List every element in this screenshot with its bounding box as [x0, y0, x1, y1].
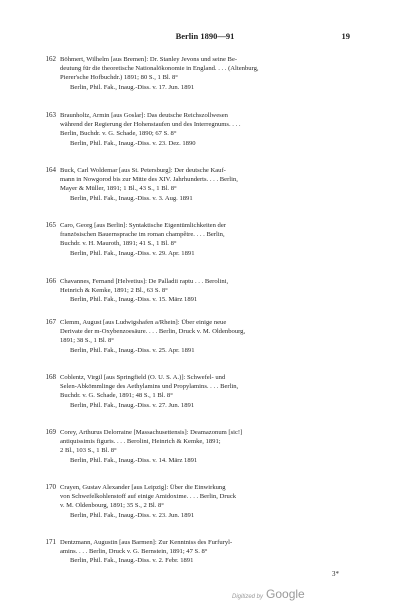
entry-text-line: deutung für die theoretische Nationalökonomie in England. . . . (Altenburg,: [60, 65, 259, 73]
entry-dissertation-note: Berlin, Phil. Fak., Inaug.-Diss. v. 29. Apr. 1891: [70, 249, 195, 257]
entry-text-line: Derivate der m-Oxybenzoesäure. . . . Berlin, Druck v. M. Oldenbourg,: [60, 328, 246, 336]
entry-text-line: französischen Bauernsprache im roman champêtre. . . . Berlin,: [60, 231, 225, 239]
running-title: Berlin 1890—91: [175, 31, 235, 41]
bibliography-entry: [45, 277, 350, 305]
entry-text-line: Dentzmann, Augustin [aus Barmen]: Zur Kenntniss des Furfuryl-: [60, 539, 233, 546]
entry-number: 169: [45, 428, 56, 436]
entry-text-line: Chavannes, Fernand [Helvetius]: De Palladii raptu . . . Berolini,: [60, 278, 229, 285]
bibliography-entry: [45, 166, 350, 203]
bibliography-entry: [45, 111, 350, 148]
entry-number: 163: [45, 111, 56, 119]
entry-dissertation-note: Berlin, Phil. Fak., Inaug.-Diss. v. 23. Dez. 1890: [70, 139, 196, 147]
entry-dissertation-note: Berlin, Phil. Fak., Inaug.-Diss. v. 27. Jun. 1891: [70, 401, 195, 409]
bibliography-entry: [45, 318, 350, 355]
entry-text-line: 1891; 38 S., 1 Bl. 8°: [60, 337, 114, 345]
entry-text-line: v. M. Oldenbourg, 1891; 35 S., 2 Bl. 8°: [60, 502, 164, 510]
entry-dissertation-note: Berlin, Phil. Fak., Inaug.-Diss. v. 3. Aug. 1891: [70, 194, 193, 202]
entry-text-line: Pierer'sche Hofbuchdr.) 1891; 80 S., 1 Bl. 8°: [60, 74, 178, 82]
bibliography-entry: [45, 428, 350, 465]
entry-number: 170: [45, 483, 56, 491]
entry-number: 164: [45, 166, 56, 174]
page-number: 19: [341, 31, 350, 41]
entry-text-line: Caro, Georg [aus Berlin]: Syntaktische Eigentümlichkeiten der: [60, 222, 226, 229]
entry-text-line: Heinrich & Kemke, 1891; 2 Bl., 63 S. 8°: [60, 287, 168, 295]
bibliography-entry: [45, 538, 350, 566]
bibliography-entry: [45, 55, 350, 92]
running-header: [60, 30, 350, 42]
entry-number: 167: [45, 318, 56, 326]
entry-text-line: Mayer & Müller, 1891; 1 Bl., 43 S., 1 Bl. 8°: [60, 185, 177, 193]
watermark-prefix: Digitized by: [232, 594, 264, 600]
entry-dissertation-note: Berlin, Phil. Fak., Inaug.-Diss. v. 15. März 1891: [70, 296, 198, 304]
entry-dissertation-note: Berlin, Phil. Fak., Inaug.-Diss. v. 23. Jun. 1891: [70, 511, 195, 519]
bibliography-entry: [45, 221, 350, 258]
entry-dissertation-note: Berlin, Phil. Fak., Inaug.-Diss. v. 2. Febr. 1891: [70, 557, 194, 565]
entry-text-line: 2 Bl., 103 S., 1 Bl. 8°: [60, 447, 117, 455]
signature-mark: 3*: [332, 570, 339, 578]
entry-text-line: Corey, Arthurus Delorraine [Massachusettensis]: Deamazonum [sic!]: [60, 429, 243, 436]
entry-text-line: antiquissimis figuris. . . . Berolini, Heinrich & Kemke, 1891;: [60, 438, 221, 446]
entry-text-line: Buchdr. v. H. Mauroth, 1891; 41 S., 1 Bl. 8°: [60, 240, 177, 248]
entry-text-line: mann in Nowgorod bis zur Mitte des XIV. Jahrhunderts. . . . Berlin,: [60, 176, 238, 184]
entry-text-line: Buchdr. v. G. Schade, 1891; 48 S., 1 Bl. 8°: [60, 392, 173, 400]
entry-text-line: während der Regierung der Hohenstaufen und des Interregnums. . . .: [60, 121, 241, 129]
entry-dissertation-note: Berlin, Phil. Fak., Inaug.-Diss. v. 14. März 1891: [70, 456, 198, 464]
entry-number: 171: [45, 538, 56, 546]
entry-text-line: von Schwefelkohlenstoff auf einige Amidoxime. . . . Berlin, Druck: [60, 493, 237, 501]
bibliography-entry: [45, 483, 350, 520]
bibliography-entry: [45, 373, 350, 410]
entry-dissertation-note: Berlin, Phil. Fak., Inaug.-Diss. v. 25. Apr. 1891: [70, 346, 195, 354]
entry-text-line: Böhmert, Wilhelm [aus Bremen]: Dr. Stanley Jevons und seine Be-: [60, 56, 238, 63]
entry-number: 162: [45, 55, 56, 63]
digitization-watermark: [232, 585, 305, 603]
entry-text-line: Clemm, August [aus Ludwigshafen a/Rhein]: Über einige neue: [60, 319, 227, 326]
entry-dissertation-note: Berlin, Phil. Fak., Inaug.-Diss. v. 17. Jun. 1891: [70, 83, 195, 91]
entry-text-line: Berlin, Buchdr. v. G. Schade, 1890; 67 S. 8°: [60, 130, 177, 138]
entry-number: 166: [45, 277, 56, 285]
entry-text-line: Coblentz, Virgil [aus Springfield (O. U. S. A.)]: Schwefel- und: [60, 374, 226, 381]
entry-text-line: Selen-Abkömmlinge des Aethylamins und Propylamins. . . . Berlin,: [60, 383, 239, 391]
watermark-brand: Google: [266, 587, 305, 601]
entry-text-line: amins. . . . Berlin, Druck v. G. Bernstein, 1891; 47 S. 8°: [60, 548, 208, 556]
entry-number: 168: [45, 373, 56, 381]
entry-text-line: Crayen, Gustav Alexander [aus Leipzig]: Über die Einwirkung: [60, 484, 226, 491]
entry-text-line: Buck, Carl Woldemar [aus St. Petersburg]: Der deutsche Kauf-: [60, 167, 226, 174]
entry-text-line: Braunholtz, Armin [aus Goslar]: Das deutsche Reichszollwesen: [60, 112, 228, 119]
entry-number: 165: [45, 221, 56, 229]
